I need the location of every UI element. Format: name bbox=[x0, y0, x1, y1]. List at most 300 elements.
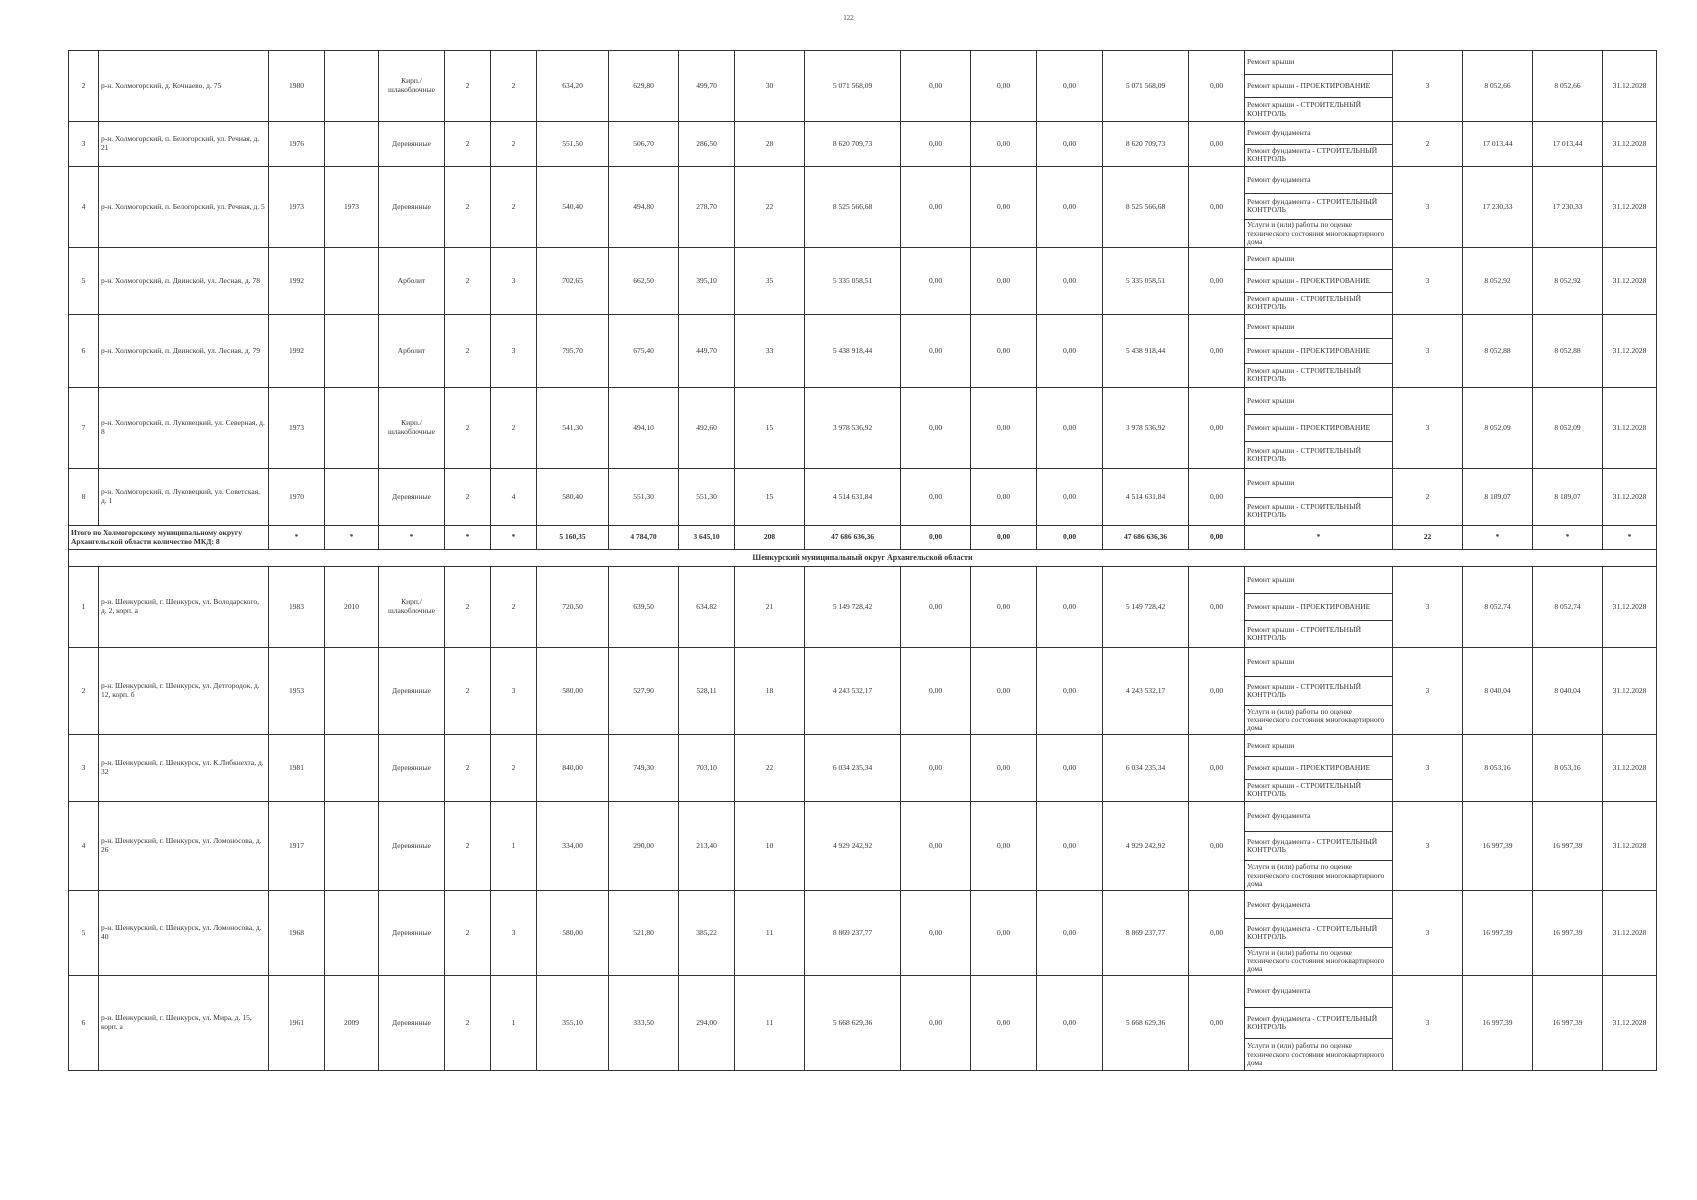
cell-address: р-н. Холмогорский, п. Белогорский, ул. Речная, д. 5 bbox=[99, 167, 269, 248]
cell-c5: 0,00 bbox=[1189, 891, 1245, 976]
cell-n: 1 bbox=[69, 567, 99, 648]
section-row bbox=[69, 550, 1657, 567]
cell-wall: Деревянные bbox=[379, 167, 445, 248]
cell-floors: 2 bbox=[445, 891, 491, 976]
table-row bbox=[69, 248, 1657, 315]
cell-year2 bbox=[325, 122, 379, 167]
cell-year2 bbox=[325, 51, 379, 122]
cell-address: р-н. Холмогорский, д. Кочнаево, д. 75 bbox=[99, 51, 269, 122]
cell-limit: 16 997,39 bbox=[1533, 891, 1603, 976]
work-item: Ремонт фундамента - СТРОИТЕЛЬНЫЙ КОНТРОЛЬ bbox=[1245, 144, 1392, 167]
cell-c3: 0,00 bbox=[1037, 388, 1103, 469]
cell-star: * bbox=[325, 526, 379, 550]
cell-star: * bbox=[269, 526, 325, 550]
cell-unit: 8 052,74 bbox=[1463, 567, 1533, 648]
cell-wall: Деревянные bbox=[379, 802, 445, 891]
cell-year: 1980 bbox=[269, 51, 325, 122]
cell-cost: 5 668 629,36 bbox=[805, 976, 901, 1071]
cell-cost: 8 869 237,77 bbox=[805, 891, 901, 976]
cell-c1: 0,00 bbox=[901, 388, 971, 469]
cell-c1: 0,00 bbox=[901, 51, 971, 122]
cell-s_priv: 551,30 bbox=[679, 469, 735, 526]
cell-date: 31.12.2028 bbox=[1603, 567, 1657, 648]
cell-people: 11 bbox=[735, 891, 805, 976]
cell-entr: 3 bbox=[491, 248, 537, 315]
cell-s_priv: 703,10 bbox=[679, 735, 735, 802]
cell-c1: 0,00 bbox=[901, 648, 971, 735]
cell-s_priv: 213,40 bbox=[679, 802, 735, 891]
cell-c4: 5 071 568,09 bbox=[1103, 51, 1189, 122]
cell-floors: 2 bbox=[445, 315, 491, 388]
cell-date: 31.12.2028 bbox=[1603, 648, 1657, 735]
cell-c5: 0,00 bbox=[1189, 315, 1245, 388]
cell-date: 31.12.2028 bbox=[1603, 315, 1657, 388]
cell-works bbox=[1245, 51, 1393, 122]
cell-people: 11 bbox=[735, 976, 805, 1071]
cell-floors: 2 bbox=[445, 735, 491, 802]
cell-year: 1961 bbox=[269, 976, 325, 1071]
cell-star: * bbox=[491, 526, 537, 550]
cell-c1: 0,00 bbox=[901, 976, 971, 1071]
cell-limit: 8 052,09 bbox=[1533, 388, 1603, 469]
cell-limit: 8 189,07 bbox=[1533, 469, 1603, 526]
cell-c5: 0,00 bbox=[1189, 735, 1245, 802]
cell-year2: 1973 bbox=[325, 167, 379, 248]
cell-c4: 4 514 631,84 bbox=[1103, 469, 1189, 526]
cell-c2: 0,00 bbox=[971, 567, 1037, 648]
cell-year: 1973 bbox=[269, 167, 325, 248]
cell-c3: 0,00 bbox=[1037, 735, 1103, 802]
cell-floors: 2 bbox=[445, 388, 491, 469]
cell-unit: 8 040,04 bbox=[1463, 648, 1533, 735]
cell-n: 5 bbox=[69, 248, 99, 315]
cell-cost: 5 149 728,42 bbox=[805, 567, 901, 648]
cell-works bbox=[1245, 388, 1393, 469]
cell-c1: 0,00 bbox=[901, 122, 971, 167]
cell-s_res: 749,30 bbox=[609, 735, 679, 802]
cell-s_priv: 286,50 bbox=[679, 122, 735, 167]
cell-c3: 0,00 bbox=[1037, 51, 1103, 122]
cell-year: 1970 bbox=[269, 469, 325, 526]
work-item: Ремонт фундамента - СТРОИТЕЛЬНЫЙ КОНТРОЛЬ bbox=[1245, 918, 1392, 946]
cell-date: 31.12.2028 bbox=[1603, 388, 1657, 469]
cell-entr: 4 bbox=[491, 469, 537, 526]
cell-c4: 8 620 709,73 bbox=[1103, 122, 1189, 167]
work-item: Ремонт крыши - СТРОИТЕЛЬНЫЙ КОНТРОЛЬ bbox=[1245, 779, 1392, 801]
work-item: Ремонт крыши bbox=[1247, 656, 1295, 666]
cell-limit: 8 053,16 bbox=[1533, 735, 1603, 802]
table-row bbox=[69, 388, 1657, 469]
cell-people: 10 bbox=[735, 802, 805, 891]
cell-date: 31.12.2028 bbox=[1603, 735, 1657, 802]
cell-people: 30 bbox=[735, 51, 805, 122]
cell-entr: 2 bbox=[491, 51, 537, 122]
total-label: Итого по Холмогорскому муниципальному округу Архангельской области количество МКД: 8 bbox=[69, 526, 269, 550]
cell-limit: 17 013,44 bbox=[1533, 122, 1603, 167]
cell-unit: 17 230,33 bbox=[1463, 167, 1533, 248]
cell-c1: 0,00 bbox=[901, 891, 971, 976]
work-item: Услуги и (или) работы по оценке технического состояния многоквартирного дома bbox=[1245, 860, 1392, 890]
work-item: Ремонт крыши - СТРОИТЕЛЬНЫЙ КОНТРОЛЬ bbox=[1245, 292, 1392, 314]
cell-c5: 0,00 bbox=[1189, 51, 1245, 122]
cell-entr: 3 bbox=[491, 891, 537, 976]
work-item: Ремонт фундамента bbox=[1247, 127, 1311, 137]
cell-people: 22 bbox=[735, 735, 805, 802]
cell-works bbox=[1245, 122, 1393, 167]
cell-floors: 2 bbox=[445, 648, 491, 735]
cell-floors: 2 bbox=[445, 567, 491, 648]
cell-entr: 3 bbox=[491, 648, 537, 735]
cell-cost: 8 525 566,68 bbox=[805, 167, 901, 248]
table-row bbox=[69, 735, 1657, 802]
cell-date: 31.12.2028 bbox=[1603, 248, 1657, 315]
cell-c3: 0,00 bbox=[1037, 167, 1103, 248]
cell-unit: 17 013,44 bbox=[1463, 122, 1533, 167]
cell-wall: Деревянные bbox=[379, 122, 445, 167]
cell-c3: 0,00 bbox=[1037, 976, 1103, 1071]
cell-c2: 0,00 bbox=[971, 248, 1037, 315]
repair-register-table bbox=[68, 50, 1657, 1071]
cell-s_total: 795,70 bbox=[537, 315, 609, 388]
cell-s_total: 720,50 bbox=[537, 567, 609, 648]
cell-year: 1917 bbox=[269, 802, 325, 891]
cell-wcount: 3 bbox=[1393, 567, 1463, 648]
table-row bbox=[69, 122, 1657, 167]
cell-wall: Деревянные bbox=[379, 648, 445, 735]
work-item: Услуги и (или) работы по оценке технического состояния многоквартирного дома bbox=[1245, 219, 1392, 247]
cell-s_total: 355,10 bbox=[537, 976, 609, 1071]
cell-c2: 0,00 bbox=[971, 51, 1037, 122]
cell-n: 8 bbox=[69, 469, 99, 526]
cell-wcount: 3 bbox=[1393, 735, 1463, 802]
cell-c4: 6 034 235,34 bbox=[1103, 735, 1189, 802]
cell-c1: 0,00 bbox=[901, 315, 971, 388]
cell-c2: 0,00 bbox=[971, 891, 1037, 976]
cell-unit: 16 997,39 bbox=[1463, 891, 1533, 976]
cell-limit: 8 040,04 bbox=[1533, 648, 1603, 735]
cell-cost: 5 071 568,09 bbox=[805, 51, 901, 122]
cell-year2 bbox=[325, 388, 379, 469]
cell-year2 bbox=[325, 891, 379, 976]
cell-address: р-н. Шенкурский, г. Шенкурск, ул. Детгородок, д. 12, корп. б bbox=[99, 648, 269, 735]
cell-cost: 5 335 058,51 bbox=[805, 248, 901, 315]
cell-wall: Деревянные bbox=[379, 891, 445, 976]
cell-c2: 0,00 bbox=[971, 976, 1037, 1071]
cell-date: 31.12.2028 bbox=[1603, 469, 1657, 526]
work-item: Ремонт крыши - СТРОИТЕЛЬНЫЙ КОНТРОЛЬ bbox=[1245, 620, 1392, 647]
cell-c2: 0,00 bbox=[971, 802, 1037, 891]
cell-wcount: 3 bbox=[1393, 976, 1463, 1071]
cell-people: 18 bbox=[735, 648, 805, 735]
total-row bbox=[69, 526, 1657, 550]
cell-s_total: 551,50 bbox=[537, 122, 609, 167]
cell-year2 bbox=[325, 315, 379, 388]
cell-limit: 16 997,39 bbox=[1533, 976, 1603, 1071]
cell-s_total: 580,40 bbox=[537, 469, 609, 526]
cell-wcount: 3 bbox=[1393, 648, 1463, 735]
cell-s_total: 541,30 bbox=[537, 388, 609, 469]
work-item: Ремонт фундамента bbox=[1247, 174, 1311, 184]
work-item: Ремонт фундамента - СТРОИТЕЛЬНЫЙ КОНТРОЛЬ bbox=[1245, 193, 1392, 220]
cell-c5: 0,00 bbox=[1189, 388, 1245, 469]
cell-works bbox=[1245, 567, 1393, 648]
cell-floors: 2 bbox=[445, 976, 491, 1071]
cell-s_res: 527,90 bbox=[609, 648, 679, 735]
cell-s_res: 290,00 bbox=[609, 802, 679, 891]
total-s_total: 5 160,35 bbox=[537, 526, 609, 550]
cell-year2 bbox=[325, 648, 379, 735]
cell-works bbox=[1245, 648, 1393, 735]
cell-works bbox=[1245, 802, 1393, 891]
cell-limit: 8 052,66 bbox=[1533, 51, 1603, 122]
cell-c2: 0,00 bbox=[971, 735, 1037, 802]
cell-people: 33 bbox=[735, 315, 805, 388]
cell-c2: 0,00 bbox=[971, 122, 1037, 167]
cell-works bbox=[1245, 167, 1393, 248]
cell-address: р-н. Холмогорский, п. Луковецкий, ул. Северная, д. 8 bbox=[99, 388, 269, 469]
cell-star: * bbox=[1463, 526, 1533, 550]
cell-wcount: 3 bbox=[1393, 167, 1463, 248]
cell-cost: 6 034 235,34 bbox=[805, 735, 901, 802]
cell-year2 bbox=[325, 469, 379, 526]
cell-limit: 8 052,88 bbox=[1533, 315, 1603, 388]
cell-n: 4 bbox=[69, 167, 99, 248]
cell-c1: 0,00 bbox=[901, 167, 971, 248]
cell-wall: Арболит bbox=[379, 315, 445, 388]
work-item: Ремонт крыши - СТРОИТЕЛЬНЫЙ КОНТРОЛЬ bbox=[1245, 363, 1392, 387]
work-item: Ремонт крыши bbox=[1247, 321, 1295, 331]
cell-s_priv: 499,70 bbox=[679, 51, 735, 122]
cell-wall: Деревянные bbox=[379, 469, 445, 526]
cell-c5: 0,00 bbox=[1189, 469, 1245, 526]
cell-c3: 0,00 bbox=[1037, 648, 1103, 735]
cell-floors: 2 bbox=[445, 469, 491, 526]
cell-n: 2 bbox=[69, 51, 99, 122]
cell-cost: 8 620 709,73 bbox=[805, 122, 901, 167]
cell-c3: 0,00 bbox=[1037, 469, 1103, 526]
cell-c5: 0,00 bbox=[1189, 648, 1245, 735]
cell-star: * bbox=[379, 526, 445, 550]
cell-n: 3 bbox=[69, 122, 99, 167]
cell-works bbox=[1245, 735, 1393, 802]
cell-floors: 2 bbox=[445, 248, 491, 315]
cell-s_res: 662,50 bbox=[609, 248, 679, 315]
cell-s_res: 629,80 bbox=[609, 51, 679, 122]
cell-n: 6 bbox=[69, 976, 99, 1071]
cell-n: 2 bbox=[69, 648, 99, 735]
cell-limit: 17 230,33 bbox=[1533, 167, 1603, 248]
cell-c4: 8 869 237,77 bbox=[1103, 891, 1189, 976]
work-item: Ремонт крыши bbox=[1247, 740, 1295, 750]
cell-people: 15 bbox=[735, 388, 805, 469]
cell-year: 1968 bbox=[269, 891, 325, 976]
cell-entr: 3 bbox=[491, 315, 537, 388]
cell-s_total: 580,00 bbox=[537, 648, 609, 735]
work-item: Ремонт крыши - СТРОИТЕЛЬНЫЙ КОНТРОЛЬ bbox=[1245, 441, 1392, 468]
total-people: 208 bbox=[735, 526, 805, 550]
cell-c3: 0,00 bbox=[1037, 315, 1103, 388]
cell-c3: 0,00 bbox=[1037, 891, 1103, 976]
cell-c1: 0,00 bbox=[901, 735, 971, 802]
cell-c4: 8 525 566,68 bbox=[1103, 167, 1189, 248]
cell-s_priv: 278,70 bbox=[679, 167, 735, 248]
cell-unit: 16 997,39 bbox=[1463, 802, 1533, 891]
cell-c4: 4 929 242,92 bbox=[1103, 802, 1189, 891]
cell-c5: 0,00 bbox=[1189, 122, 1245, 167]
total-c4: 47 686 636,36 bbox=[1103, 526, 1189, 550]
cell-people: 22 bbox=[735, 167, 805, 248]
cell-wall: Кирп./ шлакоблочные bbox=[379, 567, 445, 648]
cell-entr: 2 bbox=[491, 388, 537, 469]
cell-cost: 5 438 918,44 bbox=[805, 315, 901, 388]
cell-unit: 16 997,39 bbox=[1463, 976, 1533, 1071]
cell-works bbox=[1245, 891, 1393, 976]
cell-c5: 0,00 bbox=[1189, 248, 1245, 315]
cell-cost: 4 514 631,84 bbox=[805, 469, 901, 526]
cell-year: 1981 bbox=[269, 735, 325, 802]
cell-address: р-н. Шенкурский, г. Шенкурск, ул. К.Либкнехта, д. 32 bbox=[99, 735, 269, 802]
work-item: Ремонт фундамента bbox=[1247, 811, 1311, 821]
cell-s_priv: 528,11 bbox=[679, 648, 735, 735]
cell-year: 1973 bbox=[269, 388, 325, 469]
cell-date: 31.12.2028 bbox=[1603, 51, 1657, 122]
cell-wcount: 3 bbox=[1393, 51, 1463, 122]
cell-c4: 5 335 058,51 bbox=[1103, 248, 1189, 315]
cell-c4: 4 243 532,17 bbox=[1103, 648, 1189, 735]
table-row bbox=[69, 567, 1657, 648]
cell-unit: 8 189,07 bbox=[1463, 469, 1533, 526]
cell-n: 7 bbox=[69, 388, 99, 469]
table-row bbox=[69, 891, 1657, 976]
work-item: Ремонт крыши bbox=[1247, 57, 1295, 67]
cell-limit: 8 052,74 bbox=[1533, 567, 1603, 648]
work-item: Ремонт крыши - ПРОЕКТИРОВАНИЕ bbox=[1245, 593, 1392, 620]
work-item: Ремонт крыши bbox=[1247, 395, 1295, 405]
cell-date: 31.12.2028 bbox=[1603, 802, 1657, 891]
cell-c4: 5 668 629,36 bbox=[1103, 976, 1189, 1071]
cell-wall: Деревянные bbox=[379, 976, 445, 1071]
cell-limit: 16 997,39 bbox=[1533, 802, 1603, 891]
cell-s_priv: 634,82 bbox=[679, 567, 735, 648]
cell-entr: 2 bbox=[491, 735, 537, 802]
cell-year2 bbox=[325, 802, 379, 891]
work-item: Ремонт крыши - ПРОЕКТИРОВАНИЕ bbox=[1245, 414, 1392, 441]
cell-wcount: 3 bbox=[1393, 802, 1463, 891]
table-row bbox=[69, 315, 1657, 388]
work-item: Ремонт крыши - ПРОЕКТИРОВАНИЕ bbox=[1245, 269, 1392, 291]
cell-wcount: 3 bbox=[1393, 315, 1463, 388]
total-s_res: 4 784,70 bbox=[609, 526, 679, 550]
cell-wall: Кирп./ шлакоблочные bbox=[379, 51, 445, 122]
cell-entr: 2 bbox=[491, 122, 537, 167]
cell-star: * bbox=[445, 526, 491, 550]
cell-cost: 4 929 242,92 bbox=[805, 802, 901, 891]
cell-s_total: 580,00 bbox=[537, 891, 609, 976]
cell-c5: 0,00 bbox=[1189, 976, 1245, 1071]
cell-s_res: 639,50 bbox=[609, 567, 679, 648]
cell-cost: 3 978 536,92 bbox=[805, 388, 901, 469]
cell-wall: Деревянные bbox=[379, 735, 445, 802]
cell-c2: 0,00 bbox=[971, 315, 1037, 388]
cell-cost: 4 243 532,17 bbox=[805, 648, 901, 735]
cell-address: р-н. Холмогорский, п. Двинской, ул. Лесная, д. 79 bbox=[99, 315, 269, 388]
cell-s_res: 494,80 bbox=[609, 167, 679, 248]
cell-unit: 8 053,16 bbox=[1463, 735, 1533, 802]
cell-c1: 0,00 bbox=[901, 469, 971, 526]
cell-works bbox=[1245, 248, 1393, 315]
cell-wcount: 3 bbox=[1393, 248, 1463, 315]
cell-s_total: 702,65 bbox=[537, 248, 609, 315]
total-wcount: 22 bbox=[1393, 526, 1463, 550]
cell-c2: 0,00 bbox=[971, 167, 1037, 248]
cell-star: * bbox=[1603, 526, 1657, 550]
work-item: Ремонт крыши - СТРОИТЕЛЬНЫЙ КОНТРОЛЬ bbox=[1245, 676, 1392, 705]
cell-year: 1992 bbox=[269, 315, 325, 388]
cell-works bbox=[1245, 469, 1393, 526]
work-item: Ремонт фундамента bbox=[1247, 899, 1311, 909]
total-s_priv: 3 645,10 bbox=[679, 526, 735, 550]
cell-s_priv: 492,60 bbox=[679, 388, 735, 469]
cell-entr: 1 bbox=[491, 802, 537, 891]
cell-n: 5 bbox=[69, 891, 99, 976]
cell-wcount: 3 bbox=[1393, 891, 1463, 976]
cell-address: р-н. Шенкурский, г. Шенкурск, ул. Ломоносова, д. 26 bbox=[99, 802, 269, 891]
cell-people: 21 bbox=[735, 567, 805, 648]
cell-c2: 0,00 bbox=[971, 388, 1037, 469]
table-row bbox=[69, 802, 1657, 891]
cell-limit: 8 052,92 bbox=[1533, 248, 1603, 315]
section-title: Шенкурский муниципальный округ Архангельской области bbox=[69, 550, 1657, 567]
work-item: Ремонт фундамента - СТРОИТЕЛЬНЫЙ КОНТРОЛЬ bbox=[1245, 831, 1392, 861]
cell-wall: Кирп./ шлакоблочные bbox=[379, 388, 445, 469]
cell-unit: 8 052,09 bbox=[1463, 388, 1533, 469]
work-item: Ремонт крыши - ПРОЕКТИРОВАНИЕ bbox=[1245, 756, 1392, 778]
cell-unit: 8 052,92 bbox=[1463, 248, 1533, 315]
cell-c3: 0,00 bbox=[1037, 802, 1103, 891]
cell-floors: 2 bbox=[445, 51, 491, 122]
cell-s_res: 333,50 bbox=[609, 976, 679, 1071]
cell-c1: 0,00 bbox=[901, 248, 971, 315]
cell-floors: 2 bbox=[445, 122, 491, 167]
cell-star: * bbox=[1533, 526, 1603, 550]
cell-address: р-н. Шенкурский, г. Шенкурск, ул. Мира, д. 15, корп. а bbox=[99, 976, 269, 1071]
cell-address: р-н. Шенкурский, г. Шенкурск, ул. Ломоносова, д. 40 bbox=[99, 891, 269, 976]
cell-s_total: 634,20 bbox=[537, 51, 609, 122]
work-item: Ремонт крыши bbox=[1247, 253, 1295, 263]
cell-s_res: 675,40 bbox=[609, 315, 679, 388]
work-item: Ремонт фундамента - СТРОИТЕЛЬНЫЙ КОНТРОЛЬ bbox=[1245, 1007, 1392, 1039]
cell-wcount: 3 bbox=[1393, 388, 1463, 469]
work-item: Ремонт крыши - СТРОИТЕЛЬНЫЙ КОНТРОЛЬ bbox=[1245, 97, 1392, 121]
table-row bbox=[69, 976, 1657, 1071]
cell-c2: 0,00 bbox=[971, 469, 1037, 526]
cell-n: 3 bbox=[69, 735, 99, 802]
cell-s_total: 540,40 bbox=[537, 167, 609, 248]
cell-year2 bbox=[325, 248, 379, 315]
cell-s_res: 494,10 bbox=[609, 388, 679, 469]
total-cost: 47 686 636,36 bbox=[805, 526, 901, 550]
cell-date: 31.12.2028 bbox=[1603, 122, 1657, 167]
cell-s_total: 334,00 bbox=[537, 802, 609, 891]
table-row bbox=[69, 648, 1657, 735]
cell-c4: 3 978 536,92 bbox=[1103, 388, 1189, 469]
cell-year: 1953 bbox=[269, 648, 325, 735]
cell-date: 31.12.2028 bbox=[1603, 891, 1657, 976]
cell-address: р-н. Холмогорский, п. Двинской, ул. Лесная, д. 78 bbox=[99, 248, 269, 315]
work-item: Ремонт крыши bbox=[1247, 477, 1295, 487]
cell-c3: 0,00 bbox=[1037, 567, 1103, 648]
cell-c5: 0,00 bbox=[1189, 567, 1245, 648]
